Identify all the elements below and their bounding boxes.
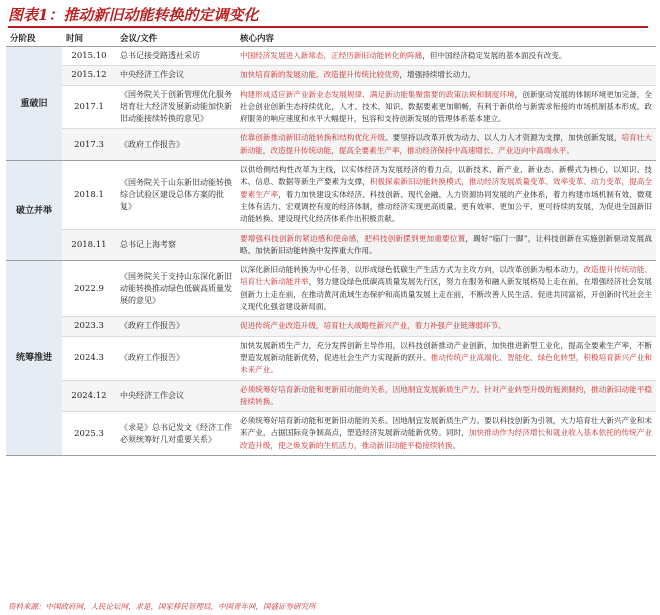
phase-label-3: 统筹推进: [6, 261, 62, 456]
row-content: [236, 229, 656, 261]
table-row: [6, 161, 656, 229]
row-time: 2017.3: [62, 129, 116, 161]
highlighted-text: 要增强科技创新的紧迫感和使命感，把科技创新摆到更加重要位置: [240, 233, 466, 243]
body-text: ，增强持续增长动力。: [399, 70, 476, 80]
body-text: ，创新驱动发展的体制环境更加完备，全社会创业创新生态持续优化，人才、技术、知识、数据要素更加顺畅，有利于新供给与新需求衔接的市场机制基本形成，政府服务的响应速度和水平大幅提升，包容和支持创新发展的管理体系基本建立。: [240, 89, 652, 124]
row-content: [236, 317, 656, 336]
highlighted-text: 促进传统产业改造升级，培育壮大战略性新兴产业，着力补强产业链薄弱环节。: [240, 321, 506, 331]
row-content: [236, 161, 656, 229]
row-time: 2018.1: [62, 161, 116, 229]
row-doc: 中央经济工作会议: [116, 66, 236, 85]
row-content: [236, 129, 656, 161]
row-content: [236, 47, 656, 66]
body-text: 。要坚持以改革开放为动力、以人力人才资源为支撑，加快创新发展，: [384, 133, 622, 143]
highlighted-text: 改造提升传统动能、培育壮大新动能并举: [240, 265, 652, 287]
row-time: 2024.12: [62, 380, 116, 412]
phase-label-2: 破立并举: [6, 161, 62, 261]
row-time: 2024.3: [62, 336, 116, 380]
row-time: 2023.3: [62, 317, 116, 336]
row-doc: 《政府工作报告》: [116, 129, 236, 161]
body-text: ，努力建设绿色低碳高质量发展先行区，努力在服务和融入新发展格局上走在前，在增强经济社会发展创新力上走在前，在推动黄河流域生态保护和高质量发展上走在前，不断改善人民生活、促进共同富裕，开创新时代社会主义现代化强省建设新局面。: [240, 277, 652, 312]
table-row: [6, 229, 656, 261]
row-content: [236, 380, 656, 412]
header-content: 核心内容: [236, 30, 656, 47]
row-content: [236, 412, 656, 456]
row-doc: 《政府工作报告》: [116, 317, 236, 336]
row-time: 2017.1: [62, 85, 116, 129]
highlighted-text: 加快培育新的发展动能，改造提升传统比较优势: [240, 70, 400, 80]
row-doc: 《国务院关于支持山东深化新旧动能转换推动绿色低碳高质量发展的意见》: [116, 261, 236, 317]
header-doc: 会议/文件: [116, 30, 236, 47]
table-row: [6, 317, 656, 336]
header-time: 时间: [62, 30, 116, 47]
highlighted-text: 培育壮大新动能，改造提升传统动能，提高全要素生产率，推动经济保持中高速增长、产业迈向中高端水平。: [240, 133, 653, 155]
body-text: ，着力加快建设实体经济、科技创新、现代金融、人力资源协同发展的产业体系，着力构建市场机制有效、微观主体有活力、宏观调控有度的经济体制，推动经济实现更高质量、更有效率、更加公平、更可持续的发展，为促进全国新旧动能转换、建设现代化经济体系作出积极贡献。: [240, 189, 652, 224]
table-row: [6, 261, 656, 317]
body-text: 必须统筹好培育新动能和更新旧动能的关系。因地制宜发展新质生产力。要以科技创新为引领，大力培育壮大新兴产业和未来产业，占据国际竞争制高点，塑造经济发展新动能新优势。同时，: [240, 416, 652, 438]
row-content: [236, 66, 656, 85]
row-doc: 总书记接受路透社采访: [116, 47, 236, 66]
highlighted-text: 必须统筹好培育新动能和更新旧动能的关系，因地制宜发展新质生产力。针对产业转型升级的瓶颈制约，推动新旧动能平稳接续转换。: [240, 384, 652, 406]
row-time: 2018.11: [62, 229, 116, 261]
table-row: [6, 129, 656, 161]
table-row: [6, 47, 656, 66]
row-doc: 《求是》总书记发文《经济工作必须统筹好几对重要关系》: [116, 412, 236, 456]
row-content: [236, 85, 656, 129]
row-time: 2025.3: [62, 412, 116, 456]
highlighted-text: 积极探索新旧动能转换模式，推动经济发展质量变革、效率变革、动力变革，提高全要素生产率: [240, 177, 652, 199]
highlighted-text: 构建形成适应新产业新业态发展规律、满足新动能集聚需要的政策法规和制度环境: [240, 89, 515, 99]
policy-table: [6, 30, 656, 456]
highlighted-text: 依靠创新推动新旧动能转换和结构优化升级: [240, 133, 385, 143]
body-text: ，踢好“临门一脚”，让科技创新在实施创新驱动发展战略、加快新旧动能转换中发挥重大作用。: [240, 233, 652, 255]
row-doc: 《国务院关于创新管理优化服务培育壮大经济发展新动能加快新旧动能接续转换的意见》: [116, 85, 236, 129]
table-header-row: [6, 30, 656, 47]
table-row: [6, 85, 656, 129]
highlighted-text: 加快推动作为经济增长和就业收入基本依托的传统产业改造升级，使之焕发新的生机活力，推动新旧动能平稳接续转换。: [240, 428, 652, 450]
row-doc: 总书记上海考察: [116, 229, 236, 261]
row-time: 2015.12: [62, 66, 116, 85]
highlighted-text: 推动传统产业高端化、智能化、绿色化转型，积极培育新兴产业和未来产业。: [240, 352, 653, 375]
row-time: 2022.9: [62, 261, 116, 317]
highlighted-text: 中国经济发展进入新常态，正经历新旧动能转化的阵痛: [240, 51, 423, 60]
row-doc: 中央经济工作会议: [116, 380, 236, 412]
body-text: ，但中国经济稳定发展的基本面没有改变。: [422, 51, 567, 60]
table-row: [6, 336, 656, 380]
table-row: [6, 412, 656, 456]
row-doc: 《政府工作报告》: [116, 336, 236, 380]
phase-label-1: 重破旧: [6, 47, 62, 161]
body-text: 加快发展新质生产力，充分发挥创新主导作用，以科技创新推动产业创新，加快推进新型工业化，提高全要素生产率，不断塑造发展新动能新优势，促进社会生产力实现新的跃升。: [240, 340, 652, 362]
row-content: [236, 336, 656, 380]
table-row: [6, 380, 656, 412]
row-content: [236, 261, 656, 317]
figure-title: 图表1：推动新旧动能转换的定调变化: [8, 2, 648, 28]
body-text: 以深化新旧动能转换为中心任务，以形成绿色低碳生产生活方式为主攻方向，以改革创新为根本动力，: [240, 265, 584, 275]
body-text: 以供给侧结构性改革为主线，以实体经济为发展经济的着力点，以新技术、新产业、新业态、新模式为核心，以知识、技术、信息、数据等新生产要素为支撑，: [240, 165, 652, 187]
table-row: [6, 66, 656, 85]
header-phase: 分阶段: [6, 30, 62, 47]
row-time: 2015.10: [62, 47, 116, 66]
row-doc: 《国务院关于山东新旧动能转换综合试验区建设总体方案的批复》: [116, 161, 236, 229]
source-note: 资料来源：中国政府网，人民论坛网，求是，国家移民管理局，中国青年网，国盛证券研究所: [8, 602, 316, 611]
